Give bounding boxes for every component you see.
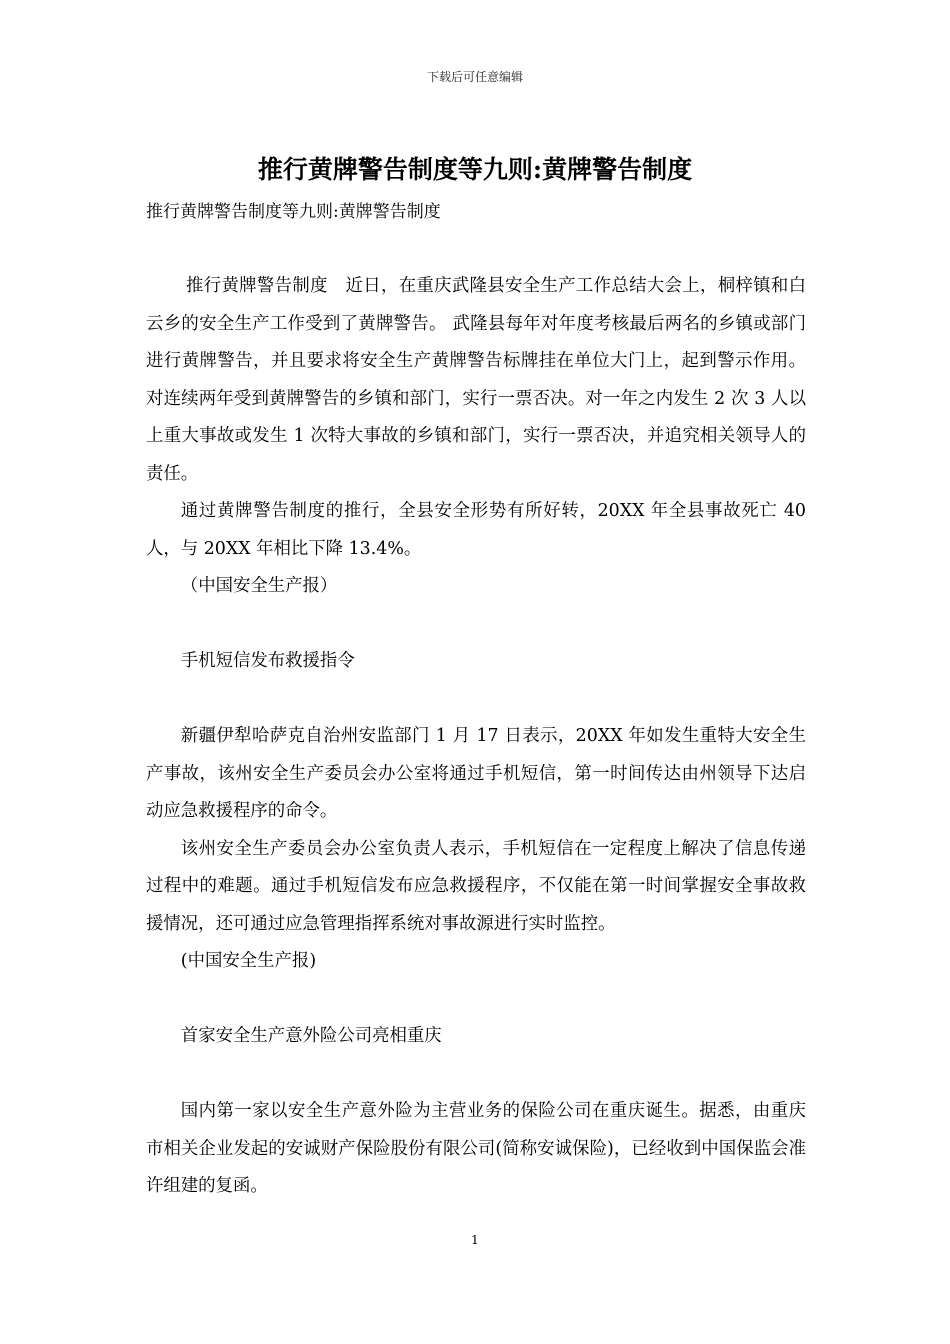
document-title: 推行黄牌警告制度等九则:黄牌警告制度 bbox=[257, 155, 693, 184]
spacer bbox=[146, 981, 806, 1019]
spacer bbox=[146, 681, 806, 719]
page-number: 1 bbox=[471, 1233, 479, 1247]
paragraph: 该州安全生产委员会办公室负责人表示，手机短信在一定程度上解决了信息传递过程中的难题。通过手机短信发布应急救援程序，不仅能在第一时间掌握安全事故救援情况，还可通过应急管理指挥系统对事故源进行实时监控。 bbox=[146, 838, 806, 934]
spacer bbox=[146, 606, 806, 644]
source-note: (中国安全生产报) bbox=[180, 951, 317, 971]
section-heading: 手机短信发布救援指令 bbox=[180, 651, 355, 671]
section-heading: 首家安全生产意外险公司亮相重庆 bbox=[180, 1026, 442, 1046]
paragraph: 国内第一家以安全生产意外险为主营业务的保险公司在重庆诞生。据悉，由重庆市相关企业发起的安诚财产保险股份有限公司(简称安诚保险)，已经收到中国保监会准许组建的复函。 bbox=[146, 1101, 806, 1196]
page-header: 下载后可任意编辑 bbox=[426, 70, 523, 84]
paragraph: 新疆伊犁哈萨克自治州安监部门 1 月 17 日表示，20XX 年如发生重特大安全生产事故，该州安全生产委员会办公室将通过手机短信，第一时间传达由州领导下达启动应急救援程序的命令。 bbox=[146, 726, 806, 821]
paragraph: 通过黄牌警告制度的推行，全县安全形势有所好转，20XX 年全县事故死亡 40 人，与 20XX 年相比下降 13.4%。 bbox=[146, 501, 806, 559]
source-note: （中国安全生产报） bbox=[180, 576, 338, 596]
document-subtitle: 推行黄牌警告制度等九则:黄牌警告制度 bbox=[146, 202, 441, 222]
spacer bbox=[146, 1056, 806, 1094]
paragraph: 推行黄牌警告制度 近日，在重庆武隆县安全生产工作总结大会上，桐梓镇和白云乡的安全生产工作受到了黄牌警告。 武隆县每年对年度考核最后两名的乡镇或部门进行黄牌警告，并且要求将安全生产黄牌警告标牌挂在单位大门上，起到警示作用。对连续两年受到黄牌警告的乡镇和部门，实行一票否决。对一年之内发生 2 次 3 人以上重大事故或发生 1 次特大事故的乡镇和部门，实行一票否决，并追究相关领导人的责任。 bbox=[146, 276, 806, 484]
document-body bbox=[146, 268, 806, 1206]
